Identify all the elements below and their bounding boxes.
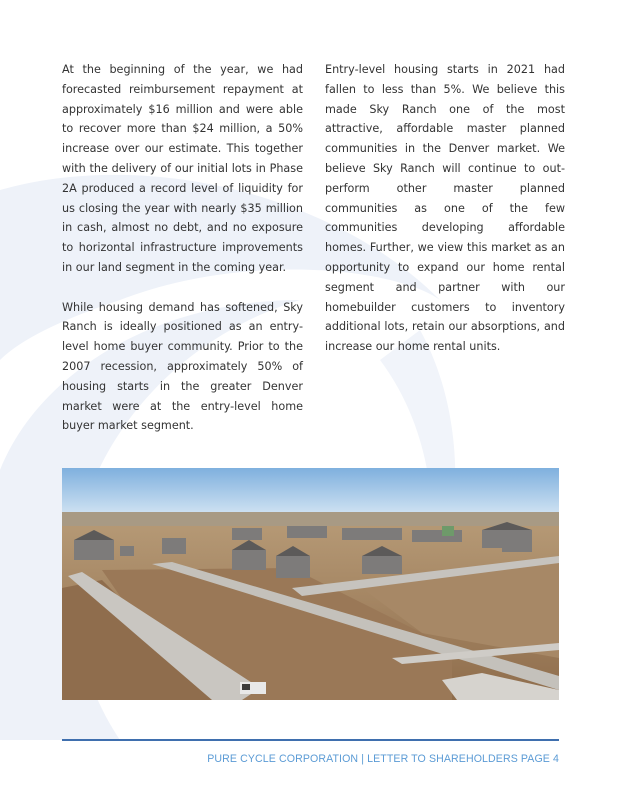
footer-divider xyxy=(62,739,559,741)
paragraph-liquidity: At the beginning of the year, we had forecasted reimbursement repayment at approximately $16 million and were able to recover more than $24 million, a 50% increase over our estimate. This together with the delivery of our initial lots in Phase 2A produced a record level of liquidity for us closing the year with nearly $35 million in cash, almost no debt, and no exposure to horizontal infrastructure improvements in our land segment in the coming year. xyxy=(62,63,303,274)
right-text-column xyxy=(325,60,565,377)
sky-ranch-aerial-photo xyxy=(62,468,559,700)
paragraph-housing-demand: While housing demand has softened, Sky Ranch is ideally positioned as an entry-level home buyer community. Prior to the 2007 recession, approximately 50% of housing starts in the greater Denver market were at the entry-level home buyer market segment. xyxy=(62,300,303,433)
page-footer: PURE CYCLE CORPORATION | LETTER TO SHAREHOLDERS PAGE 4 xyxy=(207,753,559,765)
left-text-column xyxy=(62,60,303,456)
paragraph-entry-level-starts: Entry-level housing starts in 2021 had fallen to less than 5%. We believe this made Sky Ranch one of the most attractive, affordable master planned communities in the Denver market. We believe Sky Ranch will continue to out-perform other master planned communities as one of the few communities developing affordable homes. Further, we view this market as an opportunity to expand our home rental segment and partner with our homebuilder customers to inventory additional lots, retain our absorptions, and increase our home rental units. xyxy=(325,63,565,354)
